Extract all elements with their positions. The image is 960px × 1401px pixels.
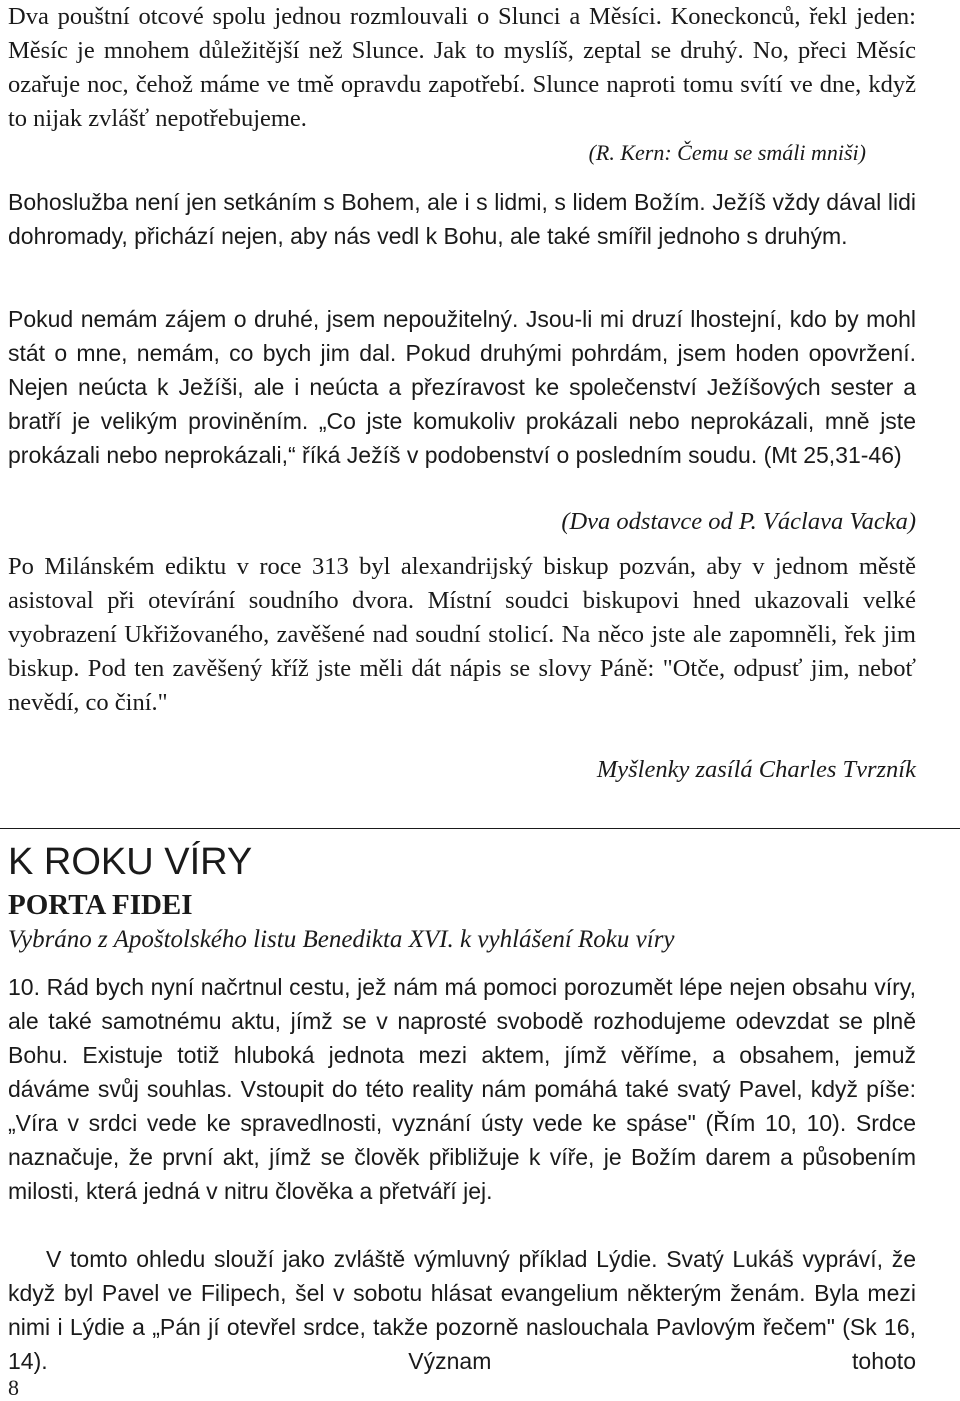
paragraph-bohosluzba: [8, 185, 916, 253]
attribution-tvrznik: [8, 753, 916, 787]
section-source: Vybráno z Apoštolského listu Benedikta XVI. k vyhlášení Roku víry: [8, 926, 675, 953]
attribution-vacek: [8, 505, 916, 539]
attribution-vacek-text: (Dva odstavce od P. Václava Vacka): [561, 508, 916, 535]
page-number: 8: [8, 1375, 19, 1400]
story-text: Dva pouštní otcové spolu jednou rozmlouvali o Slunci a Měsíci. Koneckonců, řekl jeden: Měsíc je mnohem důležitější než Slunce. Jak to myslíš, zeptal se druhý. No, přeci Měsíc ozařuje noc, čehož máme ve tmě opravdu zapotřebí. Slunce naproti tomu svítí ve dne, když to nijak zvlášť nepotřebujeme.: [8, 3, 916, 132]
story-source: [8, 136, 916, 170]
paragraph-lydie-text: V tomto ohledu slouží jako zvláště výmluvný příklad Lýdie. Svatý Lukáš vypráví, že když byl Pavel ve Filipech, šel v sobotu hlásat evangelium některým ženám. Byla mezi nimi i Lýdie a „Pán jí otevřel srdce, takže pozorně naslouchala Pavlovým řečem" (Sk 16, 14). Význam tohoto: [8, 1246, 916, 1374]
paragraph-lydie: [8, 1242, 916, 1378]
attribution-tvrznik-text: Myšlenky zasílá Charles Tvrzník: [596, 756, 916, 783]
section-title: K ROKU VÍRY: [8, 841, 253, 883]
paragraph-milan-text: Po Milánském ediktu v roce 313 byl alexandrijský biskup pozván, aby v jednom městě asistoval při otevírání soudního dvora. Místní soudci biskupovi hned ukazovali velké vyobrazení Ukřižovaného, zavěšené nad soudní stolicí. Na něco jste ale zapomněli, řek jim biskup. Pod ten zavěšený kříž jste měli dát nápis se slovy Páně: "Otče, odpusť jim, neboť nevědí, co činí.": [8, 553, 916, 716]
section-subtitle: PORTA FIDEI: [8, 889, 193, 921]
paragraph-10: [8, 970, 916, 1208]
story-source-citation: (R. Kern: Čemu se smáli mniši): [588, 140, 866, 165]
section-divider: [0, 828, 960, 829]
paragraph-milan: [8, 550, 916, 720]
paragraph-pokud: [8, 302, 916, 472]
paragraph-bohosluzba-text: Bohoslužba není jen setkáním s Bohem, ale i s lidmi, s lidem Božím. Ježíš vždy dával lidi dohromady, přichází nejen, aby nás vedl k Bohu, ale také smířil jednoho s druhým.: [8, 189, 916, 249]
story-desert-fathers: [8, 0, 916, 136]
paragraph-10-text: 10. Rád bych nyní načrtnul cestu, jež nám má pomoci porozumět lépe nejen obsahu víry, ale také samotnému aktu, jímž se v naprosté svobodě rozhodujeme odevzdat se plně Bohu. Existuje totiž hluboká jednota mezi aktem, jímž věříme, a obsahem, jemuž dáváme svůj souhlas. Vstoupit do této reality nám pomáhá také svatý Pavel, když píše: „Víra v srdci vede ke spravedlnosti, vyznání ústy vede ke spáse" (Řím 10, 10). Srdce naznačuje, že první akt, jímž se člověk přibližuje k víře, je Božím darem a působením milosti, která jedná v nitru člověka a přetváří jej.: [8, 974, 916, 1204]
paragraph-pokud-text: Pokud nemám zájem o druhé, jsem nepoužitelný. Jsou-li mi druzí lhostejní, kdo by mohl stát o mne, nemám, co bych jim dal. Pokud druhými pohrdám, jsem hoden opovržení. Nejen neúcta k Ježíši, ale i neúcta a přezíravost ke společenství Ježíšových sester a bratří je velikým proviněním. „Co jste komukoliv prokázali nebo neprokázali, mně jste prokázali nebo neprokázali,“ říká Ježíš v podobenství o posledním soudu. (Mt 25,31-46): [8, 306, 916, 468]
